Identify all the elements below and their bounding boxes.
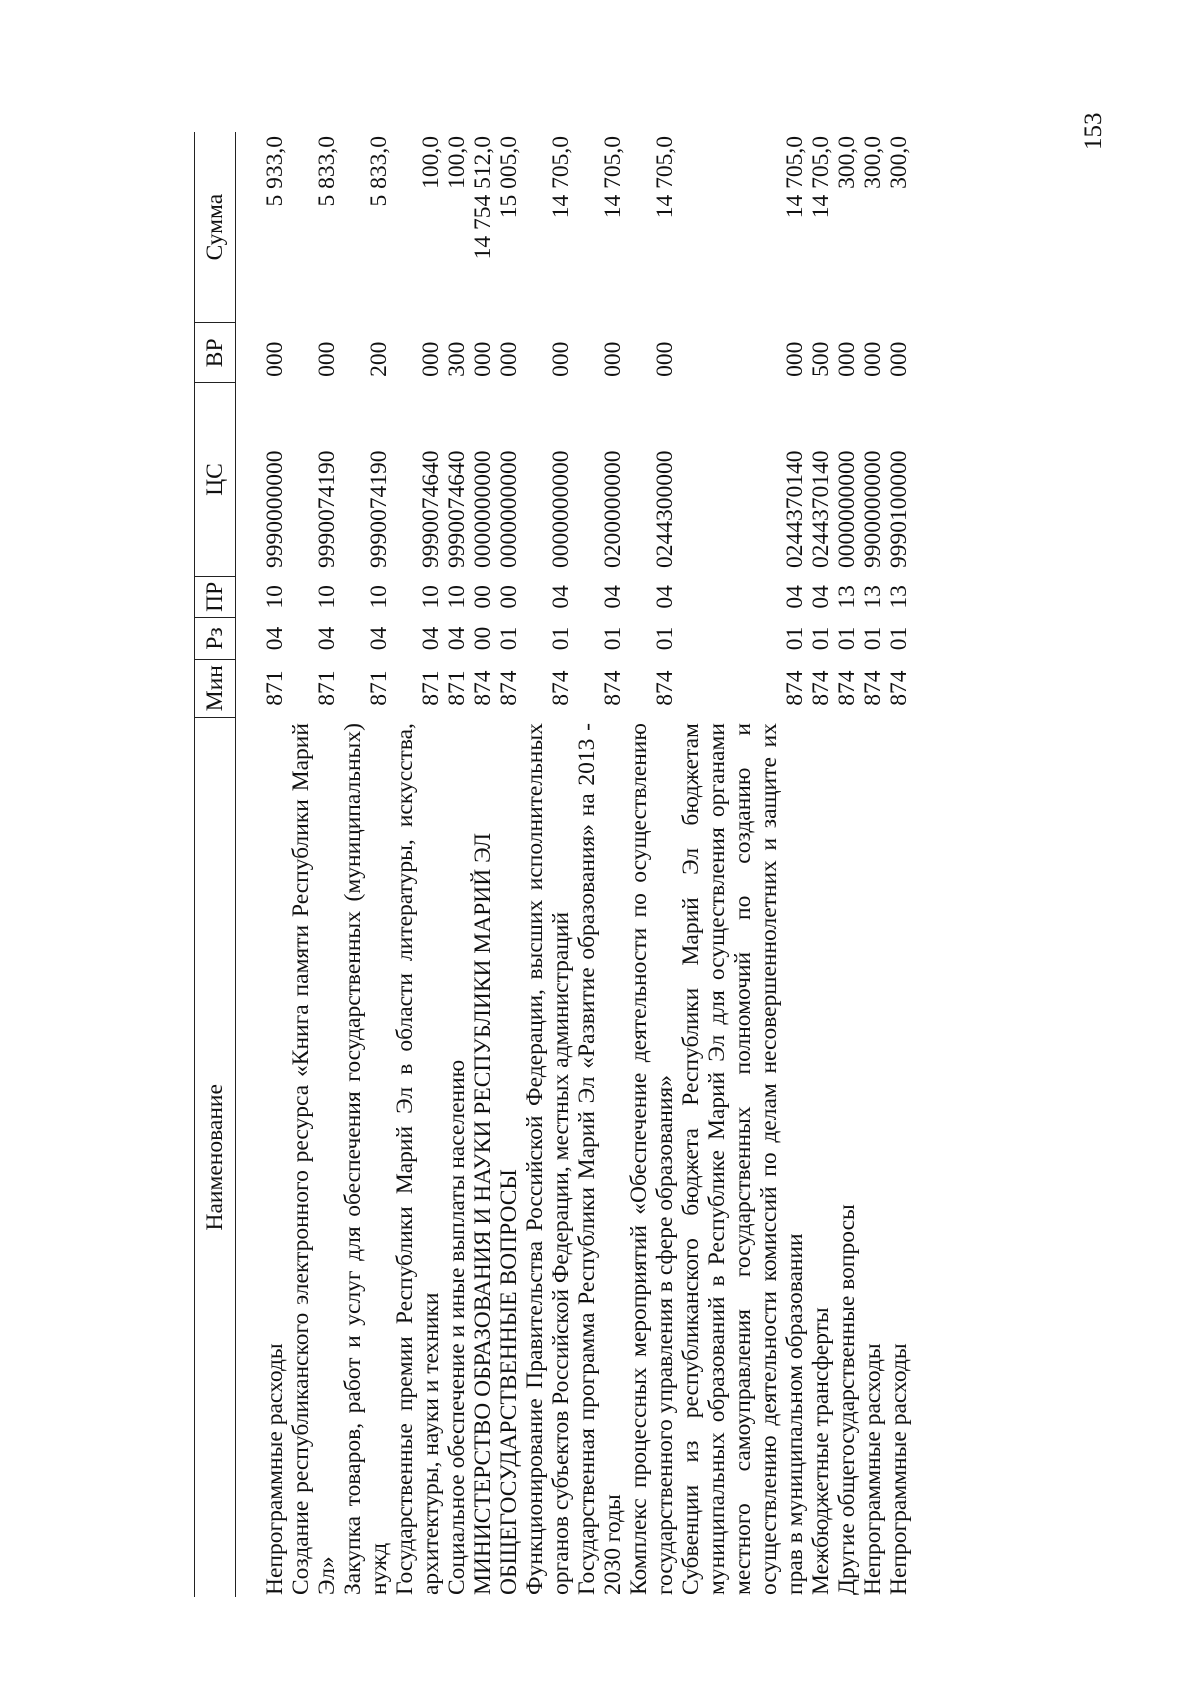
cell-vr: 000 bbox=[262, 341, 288, 377]
table-row bbox=[626, 132, 678, 1597]
cell-sum: 14 705,0 bbox=[652, 136, 678, 219]
table-header-row bbox=[195, 132, 236, 1597]
table-row bbox=[288, 132, 340, 1597]
cell-sum: 14 754 512,0 bbox=[470, 136, 496, 260]
cell-rz: 01 bbox=[652, 626, 678, 651]
cell-pr: 10 bbox=[418, 585, 444, 609]
cell-rz: 01 bbox=[548, 626, 574, 651]
cell-cs: 9990100000 bbox=[886, 450, 912, 569]
cell-cs: 0244370140 bbox=[808, 450, 834, 569]
cell-sum: 14 705,0 bbox=[600, 136, 626, 219]
cell-name: Социальное обеспечение и иные выплаты населению bbox=[444, 1059, 470, 1595]
cell-pr: 10 bbox=[262, 585, 288, 609]
cell-vr: 000 bbox=[496, 341, 522, 377]
table-row bbox=[834, 132, 860, 1597]
cell-cs: 9990074640 bbox=[418, 450, 444, 569]
cell-name: Государственная программа Республики Марий Эл «Развитие образования» на 2013 - 2030 годы bbox=[574, 723, 626, 1595]
cell-pr: 04 bbox=[808, 585, 834, 609]
cell-rz: 01 bbox=[860, 626, 886, 651]
cell-pr: 10 bbox=[444, 585, 470, 609]
cell-sum: 5 933,0 bbox=[262, 136, 288, 207]
cell-sum: 5 833,0 bbox=[366, 136, 392, 207]
cell-sum: 5 833,0 bbox=[314, 136, 340, 207]
cell-sum: 14 705,0 bbox=[548, 136, 574, 219]
cell-vr: 000 bbox=[886, 341, 912, 377]
cell-rz: 00 bbox=[470, 626, 496, 651]
cell-pr: 00 bbox=[496, 585, 522, 609]
cell-min: 874 bbox=[600, 670, 626, 706]
cell-pr: 13 bbox=[834, 585, 860, 609]
cell-min: 874 bbox=[470, 670, 496, 706]
cell-vr: 000 bbox=[834, 341, 860, 377]
col-header-vr: ВР bbox=[195, 323, 236, 383]
cell-min: 874 bbox=[886, 670, 912, 706]
cell-name: Создание республиканского электронного ресурса «Книга памяти Республики Марий Эл» bbox=[288, 723, 340, 1595]
cell-name: Закупка товаров, работ и услуг для обеспечения государственных (муниципальных) нужд bbox=[340, 723, 392, 1595]
col-header-sum: Сумма bbox=[195, 132, 236, 323]
table-row bbox=[392, 132, 444, 1597]
table-body bbox=[236, 132, 913, 1597]
cell-vr: 000 bbox=[314, 341, 340, 377]
cell-sum: 14 705,0 bbox=[782, 136, 808, 219]
cell-cs: 0000000000 bbox=[548, 450, 574, 569]
cell-pr: 04 bbox=[548, 585, 574, 609]
table-row bbox=[522, 132, 574, 1597]
cell-rz: 04 bbox=[418, 626, 444, 651]
table-row bbox=[808, 132, 834, 1597]
cell-sum: 300,0 bbox=[886, 136, 912, 189]
col-header-cs: ЦС bbox=[195, 383, 236, 576]
cell-min: 871 bbox=[444, 670, 470, 706]
table-row bbox=[496, 132, 522, 1597]
cell-name: Межбюджетные трансферты bbox=[808, 1307, 834, 1595]
cell-name: ОБЩЕГОСУДАРСТВЕННЫЕ ВОПРОСЫ bbox=[496, 1169, 522, 1595]
cell-rz: 04 bbox=[314, 626, 340, 651]
cell-min: 874 bbox=[548, 670, 574, 706]
cell-vr: 000 bbox=[782, 341, 808, 377]
table-row bbox=[340, 132, 392, 1597]
cell-pr: 10 bbox=[314, 585, 340, 609]
cell-pr: 13 bbox=[860, 585, 886, 609]
cell-vr: 000 bbox=[860, 341, 886, 377]
cell-rz: 01 bbox=[782, 626, 808, 651]
cell-cs: 9900000000 bbox=[860, 450, 886, 569]
cell-rz: 01 bbox=[886, 626, 912, 651]
cell-min: 874 bbox=[782, 670, 808, 706]
cell-vr: 000 bbox=[652, 341, 678, 377]
table-row bbox=[678, 132, 808, 1597]
spacer-row bbox=[236, 132, 263, 1597]
cell-min: 871 bbox=[418, 670, 444, 706]
cell-pr: 04 bbox=[600, 585, 626, 609]
cell-pr: 04 bbox=[782, 585, 808, 609]
cell-sum: 300,0 bbox=[834, 136, 860, 189]
cell-vr: 500 bbox=[808, 341, 834, 377]
cell-vr: 000 bbox=[600, 341, 626, 377]
col-header-pr: ПР bbox=[195, 576, 236, 618]
table-row bbox=[444, 132, 470, 1597]
cell-rz: 01 bbox=[496, 626, 522, 651]
col-header-min: Мин bbox=[195, 659, 236, 717]
cell-min: 871 bbox=[262, 670, 288, 706]
cell-name: МИНИСТЕРСТВО ОБРАЗОВАНИЯ И НАУКИ РЕСПУБЛИКИ МАРИЙ ЭЛ bbox=[470, 832, 496, 1595]
rotated-table-container bbox=[194, 132, 1194, 1597]
table-row bbox=[860, 132, 886, 1597]
cell-min: 874 bbox=[808, 670, 834, 706]
cell-rz: 01 bbox=[600, 626, 626, 651]
cell-cs: 0200000000 bbox=[600, 450, 626, 569]
cell-name: Непрограммные расходы bbox=[262, 1343, 288, 1595]
table-row bbox=[574, 132, 626, 1597]
table-row bbox=[886, 132, 912, 1597]
cell-min: 874 bbox=[834, 670, 860, 706]
cell-sum: 100,0 bbox=[444, 136, 470, 189]
cell-pr: 04 bbox=[652, 585, 678, 609]
cell-min: 874 bbox=[496, 670, 522, 706]
cell-name: Функционирование Правительства Российской Федерации, высших исполнительных органов субъектов Российской Федерации, местных администраций bbox=[522, 723, 574, 1595]
cell-name: Государственные премии Республики Марий Эл в области литературы, искусства, архитектуры, науки и техники bbox=[392, 723, 444, 1595]
cell-name: Непрограммные расходы bbox=[886, 1343, 912, 1595]
cell-cs: 9990074190 bbox=[314, 450, 340, 569]
cell-pr: 10 bbox=[366, 585, 392, 609]
cell-rz: 04 bbox=[262, 626, 288, 651]
cell-rz: 01 bbox=[808, 626, 834, 651]
cell-vr: 000 bbox=[418, 341, 444, 377]
budget-table bbox=[194, 132, 912, 1597]
col-header-rz: Рз bbox=[195, 618, 236, 660]
cell-cs: 9990000000 bbox=[262, 450, 288, 569]
col-header-name: Наименование bbox=[195, 717, 236, 1597]
cell-cs: 9990074190 bbox=[366, 450, 392, 569]
cell-cs: 0000000000 bbox=[470, 450, 496, 569]
cell-sum: 15 005,0 bbox=[496, 136, 522, 219]
cell-name: Непрограммные расходы bbox=[860, 1343, 886, 1595]
table-row bbox=[470, 132, 496, 1597]
cell-vr: 000 bbox=[548, 341, 574, 377]
cell-cs: 0244300000 bbox=[652, 450, 678, 569]
cell-rz: 01 bbox=[834, 626, 860, 651]
cell-pr: 13 bbox=[886, 585, 912, 609]
cell-vr: 300 bbox=[444, 341, 470, 377]
cell-cs: 0000000000 bbox=[834, 450, 860, 569]
cell-vr: 200 bbox=[366, 341, 392, 377]
cell-min: 871 bbox=[314, 670, 340, 706]
cell-name: Другие общегосударственные вопросы bbox=[834, 1204, 860, 1595]
cell-pr: 00 bbox=[470, 585, 496, 609]
cell-sum: 14 705,0 bbox=[808, 136, 834, 219]
page-number: 153 bbox=[1080, 112, 1107, 150]
cell-cs: 9990074640 bbox=[444, 450, 470, 569]
cell-name: Комплекс процессных мероприятий «Обеспечение деятельности по осуществлению государственного управления в сфере образования» bbox=[626, 723, 678, 1595]
cell-cs: 0000000000 bbox=[496, 450, 522, 569]
cell-sum: 300,0 bbox=[860, 136, 886, 189]
cell-rz: 04 bbox=[444, 626, 470, 651]
cell-rz: 04 bbox=[366, 626, 392, 651]
cell-min: 874 bbox=[860, 670, 886, 706]
cell-vr: 000 bbox=[470, 341, 496, 377]
cell-sum: 100,0 bbox=[418, 136, 444, 189]
cell-min: 874 bbox=[652, 670, 678, 706]
cell-name: Субвенции из республиканского бюджета Республики Марий Эл бюджетам муниципальных образований в Республике Марий Эл для осуществления органами местного самоуправления государственных полномочий по созданию и осуществлению деятельности комиссий по делам несовершеннолетних и защите их прав в муниципальном образовании bbox=[678, 723, 808, 1595]
cell-min: 871 bbox=[366, 670, 392, 706]
table-row bbox=[262, 132, 288, 1597]
cell-cs: 0244370140 bbox=[782, 450, 808, 569]
